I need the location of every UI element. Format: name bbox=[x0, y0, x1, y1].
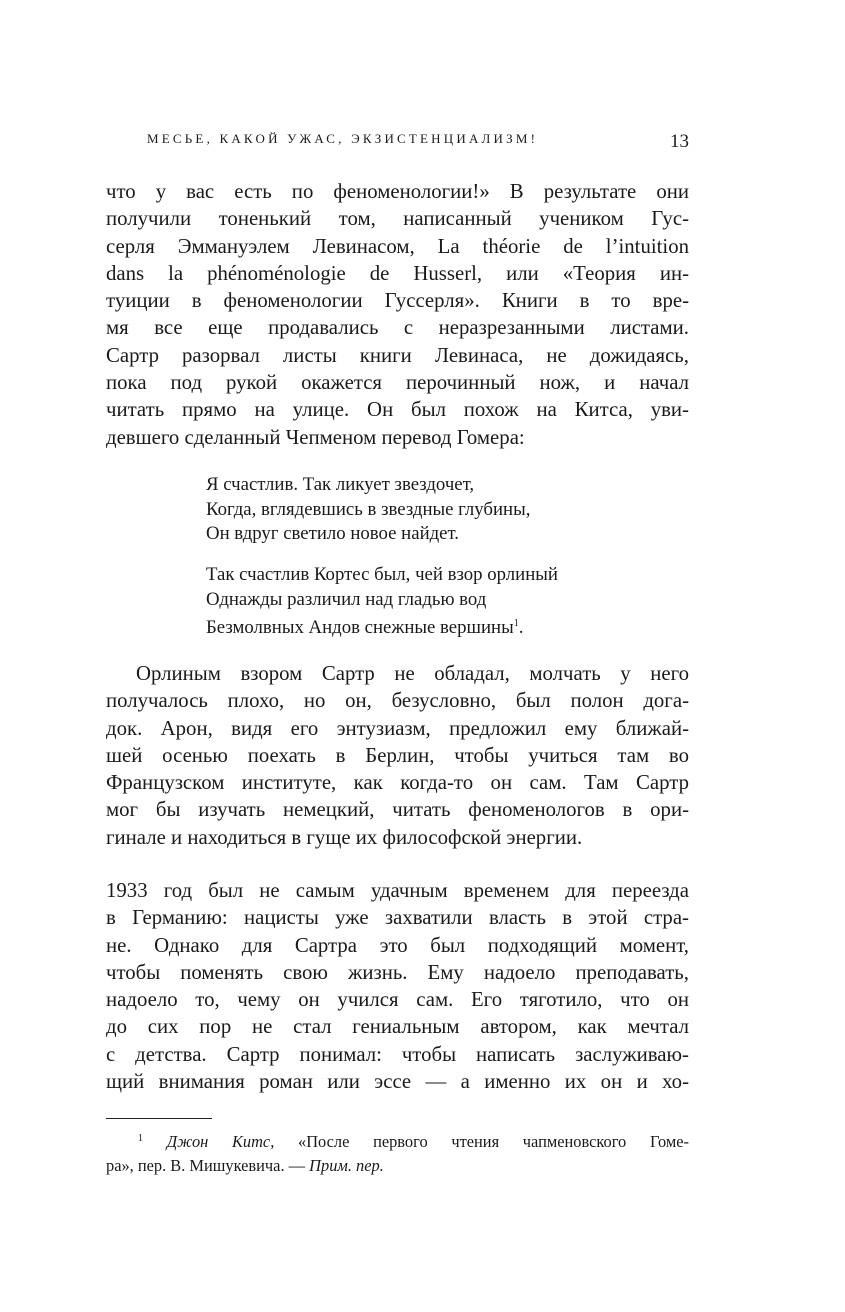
verse-line: Он вдруг светило новое найдет. bbox=[206, 523, 459, 545]
running-header bbox=[147, 131, 689, 153]
footnote bbox=[106, 1127, 689, 1179]
verse-line: Когда, вглядевшись в звездные глубины, bbox=[206, 498, 531, 520]
paragraph-2 bbox=[106, 660, 689, 851]
verse-stanza-2 bbox=[206, 563, 666, 641]
text-line: Сартр разорвал листы книги Левинаса, не дожидаясь, bbox=[106, 343, 689, 367]
text-line: до сих пор не стал гениальным автором, как мечтал bbox=[106, 1015, 689, 1039]
text-line: получили тоненький том, написанный учеником Гус- bbox=[106, 207, 689, 231]
footnote-reference[interactable]: 1 bbox=[513, 618, 519, 630]
text-line: серля Эммануэлем Левинасом, La théorie de l’intuition bbox=[106, 234, 689, 258]
text-line: мог бы изучать немецкий, читать феноменологов в ори- bbox=[106, 798, 689, 822]
text-line: девшего сделанный Чепменом перевод Гомера: bbox=[106, 425, 525, 449]
text-line: гинале и находиться в гуще их философской энергии. bbox=[106, 825, 583, 849]
text-line: мя все еще продавались с неразрезанными листами. bbox=[106, 316, 689, 340]
verse-line: Я счастлив. Так ликует звездочет, bbox=[206, 474, 475, 495]
translator-note: Прим. пер. bbox=[309, 1156, 384, 1176]
footnote-text: «После первого чтения чапменовского Гоме- bbox=[298, 1132, 689, 1151]
text-line: не. Однако для Сартра это был подходящий момент, bbox=[106, 933, 689, 957]
footnote-separator bbox=[106, 1118, 212, 1119]
verse-line-text: Безмолвных Андов снежные вершины bbox=[206, 617, 514, 639]
text-line: пока под рукой окажется перочинный нож, и начал bbox=[106, 371, 689, 395]
verse-line: Безмолвных Андов снежные вершины$^1$. bbox=[206, 617, 524, 639]
footnote-author: Джон Китс, bbox=[166, 1132, 275, 1151]
verse-stanza-1 bbox=[206, 473, 666, 547]
text-line: шей осенью поехать в Берлин, чтобы учиться там во bbox=[106, 743, 689, 767]
text-line: в Германию: нацисты уже захватили власть в этой стра- bbox=[106, 906, 689, 930]
text-line: получалось плохо, но он, безусловно, был полон дога- bbox=[106, 689, 689, 713]
page-number: 13 bbox=[670, 131, 689, 152]
text-line: туиции в феноменологии Гуссерля». Книги в то вре- bbox=[106, 289, 689, 313]
text-line: Орлиным взором Сартр не обладал, молчать у него bbox=[136, 662, 689, 685]
text-line: с детства. Сартр понимал: чтобы написать заслуживаю- bbox=[106, 1042, 689, 1066]
text-line: 1933 год был не самым удачным временем для переезда bbox=[106, 879, 689, 902]
footnote-mark: 1 bbox=[138, 1133, 143, 1144]
text-line: док. Арон, видя его энтузиазм, предложил ему ближай- bbox=[106, 716, 689, 740]
paragraph-3 bbox=[106, 877, 689, 1095]
text-line: чтобы поменять свою жизнь. Ему надоело преподавать, bbox=[106, 960, 689, 984]
footnote-text: ра», пер. В. Мишукевича. — bbox=[106, 1156, 306, 1176]
running-title: МЕСЬЕ, КАКОЙ УЖАС, ЭКЗИСТЕНЦИАЛИЗМ! bbox=[147, 131, 539, 146]
text-line: надоело то, чему он учился сам. Его тяготило, что он bbox=[106, 988, 689, 1012]
footnote-line bbox=[106, 1127, 689, 1154]
text-line: Французском институте, как когда-то он сам. Там Сартр bbox=[106, 771, 689, 795]
text-line: читать прямо на улице. Он был похож на Китса, уви- bbox=[106, 398, 689, 422]
verse-line: Так счастлив Кортес был, чей взор орлиный bbox=[206, 564, 558, 585]
verse-line: Однажды различил над гладью вод bbox=[206, 588, 487, 610]
text-line: dans la phénoménologie de Husserl, или «Теория ин- bbox=[106, 261, 689, 285]
footnote-line bbox=[106, 1154, 689, 1178]
text-line: что у вас есть по феноменологии!» В результате они bbox=[106, 180, 689, 203]
text-line: щий внимания роман или эссе — а именно их он и хо- bbox=[106, 1070, 689, 1094]
paragraph-1 bbox=[106, 178, 689, 451]
